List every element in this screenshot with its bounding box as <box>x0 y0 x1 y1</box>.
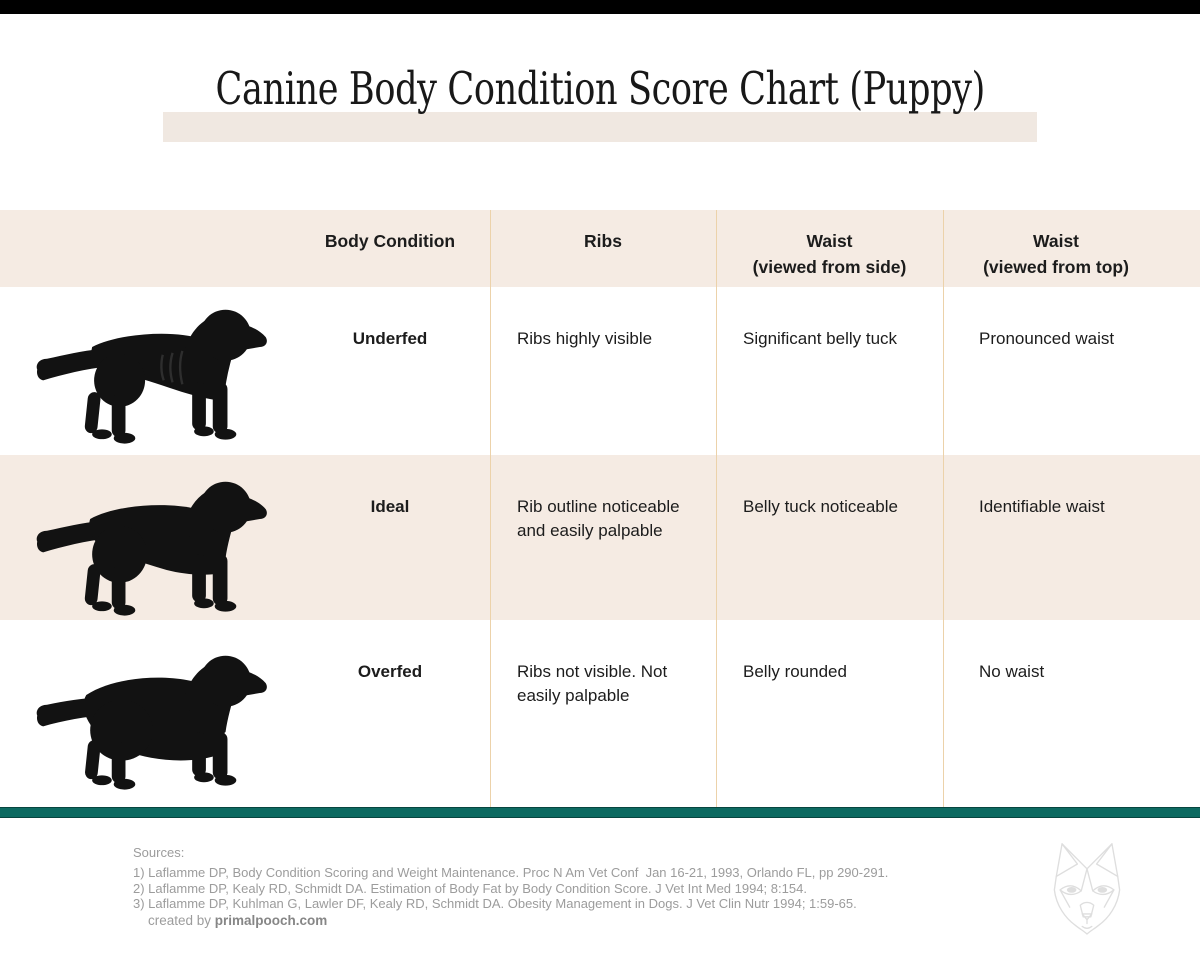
source-citation-2: 2) Laflamme DP, Kealy RD, Schmidt DA. Estimation of Body Fat by Body Condition Score. J Vet Int Med 1994; 8:154. <box>133 880 807 896</box>
credit-prefix: created by <box>148 913 215 928</box>
column-divider-2 <box>716 210 717 807</box>
column-divider-1 <box>490 210 491 807</box>
column-header-label: Ribs <box>584 231 622 251</box>
source-citation-1: 1) Laflamme DP, Body Condition Scoring and Weight Maintenance. Proc N Am Vet Conf Jan 16-21, 1993, Orlando FL, pp 290-291. <box>133 865 889 880</box>
column-header-waist-side <box>716 228 943 280</box>
title-wrap <box>0 62 1200 115</box>
credit-line <box>148 913 327 928</box>
column-header-sublabel: (viewed from side) <box>752 257 907 277</box>
ribs-cell-overfed: Ribs not visible. Not easily palpable <box>517 662 668 705</box>
column-divider-3 <box>943 210 944 807</box>
column-header-body-condition <box>290 228 490 254</box>
top-border-bar <box>0 0 1200 14</box>
waist-side-cell-overfed: Belly rounded <box>743 662 847 681</box>
waist-side-cell-underfed: Significant belly tuck <box>743 329 898 348</box>
waist-top-cell-underfed: Pronounced waist <box>979 329 1115 348</box>
condition-label-underfed: Underfed <box>352 329 428 348</box>
credit-site: primalpooch.com <box>214 913 328 928</box>
column-header-label: Body Condition <box>324 231 456 251</box>
waist-top-cell-overfed: No waist <box>979 662 1045 681</box>
underfed-puppy-silhouette-icon <box>26 296 274 448</box>
page-title: Canine Body Condition Score Chart (Puppy) <box>215 62 985 115</box>
source-citation-3: 3) Laflamme DP, Kuhlman G, Lawler DF, Kealy RD, Schmidt DA. Obesity Management in Dogs. J Vet Clin Nutr 1994; 1:59-65. <box>133 896 857 912</box>
condition-label-ideal: Ideal <box>370 497 410 516</box>
column-header-waist-top <box>943 228 1169 280</box>
ribs-cell-underfed: Ribs highly visible <box>517 329 653 348</box>
ribs-cell-ideal: Rib outline noticeable and easily palpable <box>517 497 680 540</box>
condition-label-overfed: Overfed <box>357 662 423 681</box>
column-header-sublabel: (viewed from top) <box>983 257 1129 277</box>
overfed-puppy-silhouette-icon <box>26 642 274 794</box>
sources-label: Sources: <box>133 845 185 860</box>
column-header-ribs <box>490 228 716 254</box>
teal-divider-bar <box>0 807 1200 818</box>
title-highlight-bar <box>163 112 1037 142</box>
sources-block <box>133 845 888 912</box>
column-header-label: Waist <box>806 231 853 251</box>
waist-top-cell-ideal: Identifiable waist <box>979 497 1105 516</box>
ideal-puppy-silhouette-icon <box>26 468 274 620</box>
waist-side-cell-ideal: Belly tuck noticeable <box>743 497 898 516</box>
column-header-label: Waist <box>1032 231 1080 251</box>
primalpooch-dog-head-logo-icon <box>1048 840 1126 936</box>
